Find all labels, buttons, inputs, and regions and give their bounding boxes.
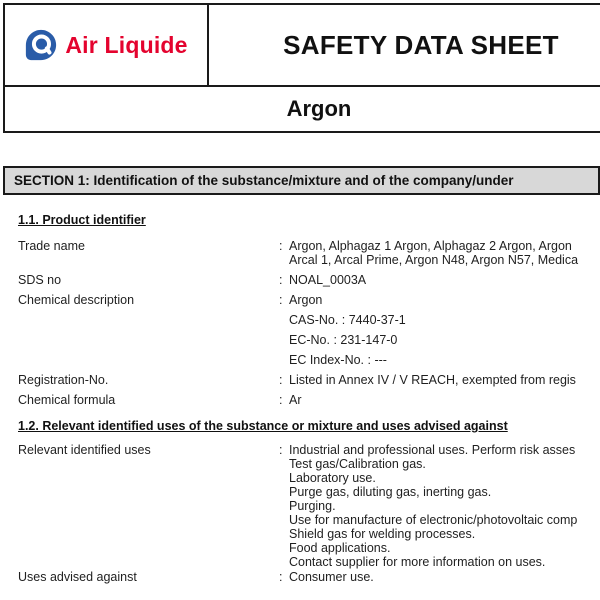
header-row-top	[5, 5, 600, 85]
field-row	[18, 443, 600, 569]
field-value	[289, 393, 302, 407]
field-value	[289, 273, 366, 287]
field-colon	[279, 353, 289, 367]
value-line: CAS-No. : 7440-37-1	[289, 313, 406, 327]
field-colon: :	[279, 443, 283, 457]
value-line: EC-No. : 231-147-0	[289, 333, 398, 347]
field-colon	[279, 313, 289, 327]
field-row	[18, 373, 600, 387]
value-line: Shield gas for welding processes.	[289, 527, 476, 541]
subsection-heading: 1.2. Relevant identified uses of the substance or mixture and uses advised against	[18, 419, 508, 433]
value-line: Arcal 1, Arcal Prime, Argon N48, Argon N57, Medica	[289, 253, 579, 267]
field-colon: :	[279, 570, 283, 584]
air-liquide-drop-icon	[24, 28, 58, 62]
field-row	[18, 333, 600, 347]
value-line: EC Index-No. : ---	[289, 353, 387, 367]
product-title: Argon	[5, 85, 600, 131]
subsection-heading: 1.1. Product identifier	[18, 213, 146, 227]
field-row	[18, 393, 600, 407]
value-line: Purging.	[289, 499, 336, 513]
field-label	[18, 333, 279, 347]
field-value	[289, 373, 576, 387]
field-colon: :	[279, 239, 283, 253]
field-label	[18, 353, 279, 367]
subsection-1	[18, 213, 600, 407]
subsection-2	[18, 419, 600, 584]
value-line: Argon, Alphagaz 1 Argon, Alphagaz 2 Argon, Argon	[289, 239, 572, 253]
field-value	[289, 239, 578, 267]
field-value	[289, 313, 406, 327]
field-label: Uses advised against	[18, 570, 137, 584]
field-label	[18, 313, 279, 327]
field-colon: :	[279, 373, 283, 387]
field-value	[289, 353, 387, 367]
section-1-content	[18, 213, 600, 585]
value-line: NOAL_0003A	[289, 273, 367, 287]
field-colon: :	[279, 393, 283, 407]
field-label: Registration-No.	[18, 373, 109, 387]
field-row	[18, 353, 600, 367]
field-colon	[279, 333, 289, 347]
value-line: Argon	[289, 293, 323, 307]
field-label: Chemical formula	[18, 393, 116, 407]
field-colon: :	[279, 293, 283, 307]
value-line: Test gas/Calibration gas.	[289, 457, 426, 471]
section-1-header: SECTION 1: Identification of the substance/mixture and of the company/under	[3, 166, 600, 195]
field-row	[18, 239, 600, 267]
field-label: SDS no	[18, 273, 62, 287]
field-label: Relevant identified uses	[18, 443, 151, 457]
field-row	[18, 313, 600, 327]
field-value	[289, 293, 322, 307]
value-line: Food applications.	[289, 541, 391, 555]
air-liquide-logo	[5, 5, 209, 85]
value-line: Purge gas, diluting gas, inerting gas.	[289, 485, 492, 499]
field-value	[289, 570, 374, 584]
field-label: Trade name	[18, 239, 85, 253]
value-line: Contact supplier for more information on uses.	[289, 555, 546, 569]
document-title: SAFETY DATA SHEET	[283, 29, 559, 60]
field-value	[289, 333, 397, 347]
header-table	[3, 3, 600, 133]
value-line: Listed in Annex IV / V REACH, exempted from regis	[289, 373, 576, 387]
field-value	[289, 443, 577, 569]
field-row	[18, 570, 600, 584]
field-row	[18, 293, 600, 307]
field-label: Chemical description	[18, 293, 135, 307]
brand-wordmark: Air Liquide	[65, 31, 188, 58]
value-line: Use for manufacture of electronic/photovoltaic comp	[289, 513, 578, 527]
value-line: Consumer use.	[289, 570, 374, 584]
field-colon: :	[279, 273, 283, 287]
value-line: Ar	[289, 393, 302, 407]
value-line: Laboratory use.	[289, 471, 376, 485]
field-row	[18, 273, 600, 287]
value-line: Industrial and professional uses. Perform risk asses	[289, 443, 576, 457]
